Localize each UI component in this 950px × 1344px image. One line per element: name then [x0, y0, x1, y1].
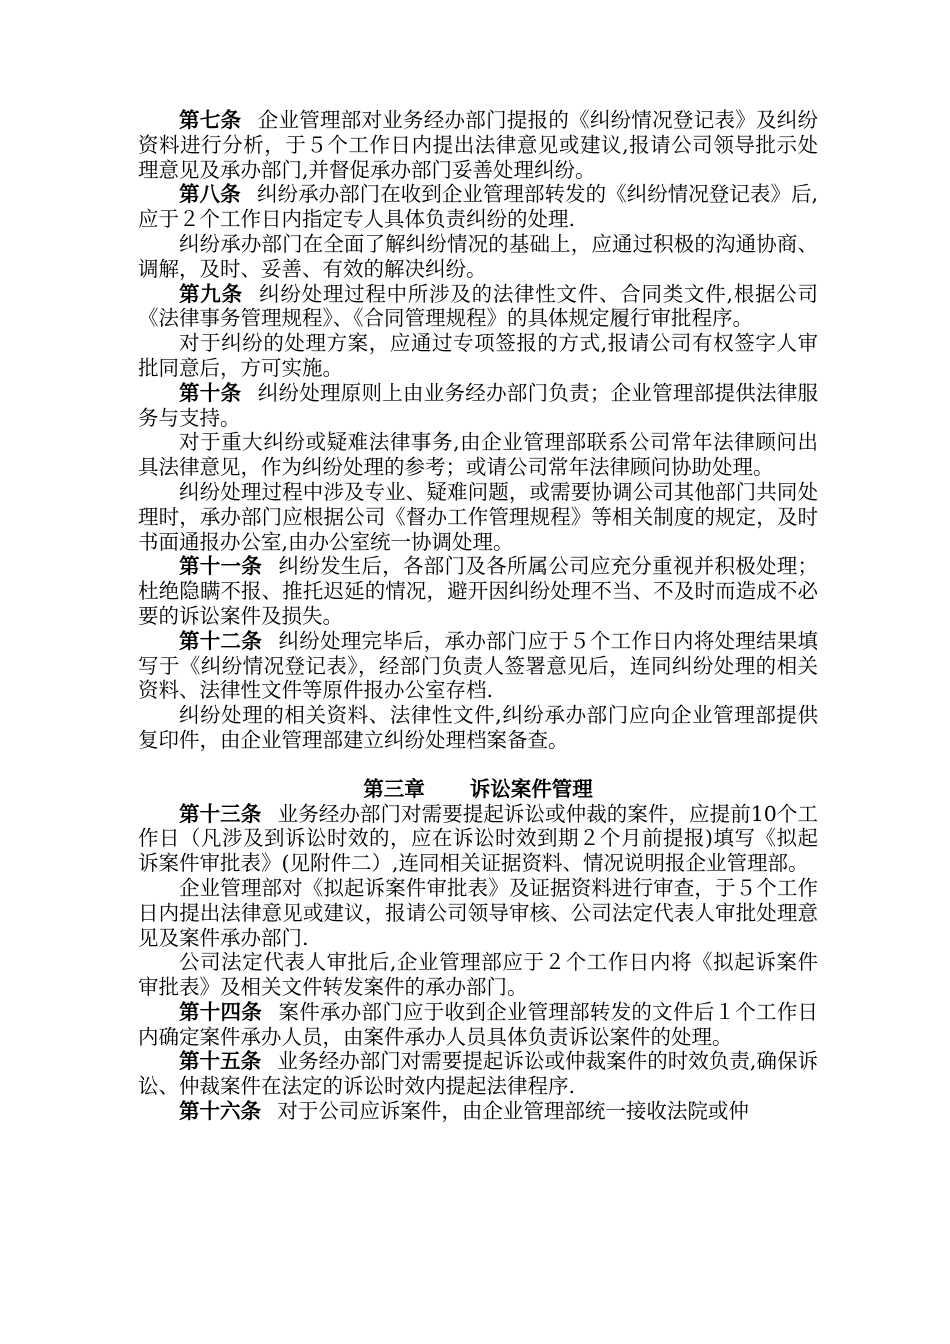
article-text: 纠纷处理原则上由业务经办部门负责；企业管理部提供法律服务与支持。 — [138, 380, 819, 430]
chapter-number: 第三章 — [363, 776, 425, 801]
paragraph — [138, 480, 818, 554]
article-text: 业务经办部门对需要提起诉讼或仲裁的案件，应提前10个工作日（凡涉及到诉讼时效的，应在诉讼时效到期２个月前提报)填写《拟起诉案件审批表》(见附件二）,连同相关证据资料、情况说明报企业管理部。 — [138, 801, 818, 876]
article-10 — [138, 381, 818, 431]
article-text: 对于公司应诉案件，由企业管理部统一接收法院或仲 — [277, 1099, 749, 1124]
paragraph-text: 企业管理部对《拟起诉案件审批表》及证据资料进行审查，于５个工作日内提出法律意见或建议，报请公司领导审核、公司法定代表人审批处理意见及案件承办部门. — [138, 875, 818, 950]
paragraph — [138, 876, 818, 950]
article-number: 第十条 — [179, 380, 242, 405]
paragraph-text: 对于纠纷的处理方案，应通过专项签报的方式,报请公司有权签字人审批同意后，方可实施。 — [138, 331, 818, 380]
article-14 — [138, 1000, 818, 1050]
paragraph-text: 纠纷处理的相关资料、法律性文件,纠纷承办部门应向企业管理部提供复印件，由企业管理部建立纠纷处理档案备查。 — [138, 703, 818, 752]
paragraph-text: 对于重大纠纷或疑难法律事务,由企业管理部联系公司常年法律顾问出具法律意见，作为纠纷处理的参考；或请公司常年法律顾问协助处理。 — [138, 430, 818, 480]
paragraph-text: 公司法定代表人审批后,企业管理部应于２个工作日内将《拟起诉案件审批表》及相关文件转发案件的承办部门。 — [138, 950, 818, 1000]
article-11 — [138, 554, 818, 628]
article-text: 纠纷处理过程中所涉及的法律性文件、合同类文件,根据公司《法律事务管理规程》、《合同管理规程》的具体规定履行审批程序。 — [138, 281, 818, 331]
article-number: 第八条 — [179, 182, 241, 207]
article-number: 第九条 — [179, 281, 243, 306]
article-number: 第十一条 — [179, 554, 263, 579]
article-text: 企业管理部对业务经办部门提报的《纠纷情况登记表》及纠纷资料进行分析，于５个工作日内提出法律意见或建议,报请公司领导批示处理意见及承办部门,并督促承办部门妥善处理纠纷。 — [138, 108, 819, 182]
document-page — [138, 108, 818, 1124]
article-15 — [138, 1049, 818, 1099]
article-9 — [138, 282, 818, 332]
article-8 — [138, 182, 818, 232]
article-12 — [138, 629, 818, 703]
article-text: 案件承办部门应于收到企业管理部转发的文件后１个工作日内确定案件承办人员，由案件承办人员具体负责诉讼案件的处理。 — [138, 999, 819, 1049]
chapter-title: 诉讼案件管理 — [469, 776, 593, 801]
paragraph — [138, 232, 818, 282]
article-7 — [138, 108, 818, 182]
paragraph — [138, 430, 818, 480]
paragraph — [138, 703, 818, 753]
article-text: 业务经办部门对需要提起诉讼或仲裁案件的时效负责,确保诉讼、仲裁案件在法定的诉讼时效内提起法律程序. — [138, 1049, 819, 1099]
article-text: 纠纷发生后，各部门及各所属公司应充分重视并积极处理；杜绝隐瞒不报、推托迟延的情况，避开因纠纷处理不当、不及时而造成不必要的诉讼案件及损失。 — [138, 554, 819, 628]
article-number: 第十六条 — [179, 1099, 261, 1124]
article-number: 第七条 — [179, 108, 242, 132]
article-text: 纠纷承办部门在收到企业管理部转发的《纠纷情况登记表》后,应于２个工作日内指定专人具体负责纠纷的处理. — [138, 182, 818, 232]
article-number: 第十四条 — [179, 999, 263, 1024]
paragraph — [138, 950, 818, 1000]
chapter-heading — [138, 777, 818, 802]
article-text: 纠纷处理完毕后，承办部门应于５个工作日内将处理结果填写于《纠纷情况登记表》，经部门负责人签署意见后，连同纠纷处理的相关资料、法律性文件等原件报办公室存档. — [138, 628, 819, 703]
paragraph-text: 纠纷处理过程中涉及专业、疑难问题，或需要协调公司其他部门共同处理时，承办部门应根据公司《督办工作管理规程》等相关制度的规定，及时书面通报办公室,由办公室统一协调处理。 — [138, 479, 818, 554]
paragraph — [138, 331, 818, 381]
article-number: 第十五条 — [179, 1049, 262, 1074]
article-16 — [138, 1099, 818, 1124]
article-13 — [138, 802, 818, 876]
article-number: 第十三条 — [179, 801, 262, 826]
paragraph-text: 纠纷承办部门在全面了解纠纷情况的基础上，应通过积极的沟通协商、调解，及时、妥善、有效的解决纠纷。 — [138, 231, 818, 281]
article-number: 第十二条 — [179, 628, 263, 653]
